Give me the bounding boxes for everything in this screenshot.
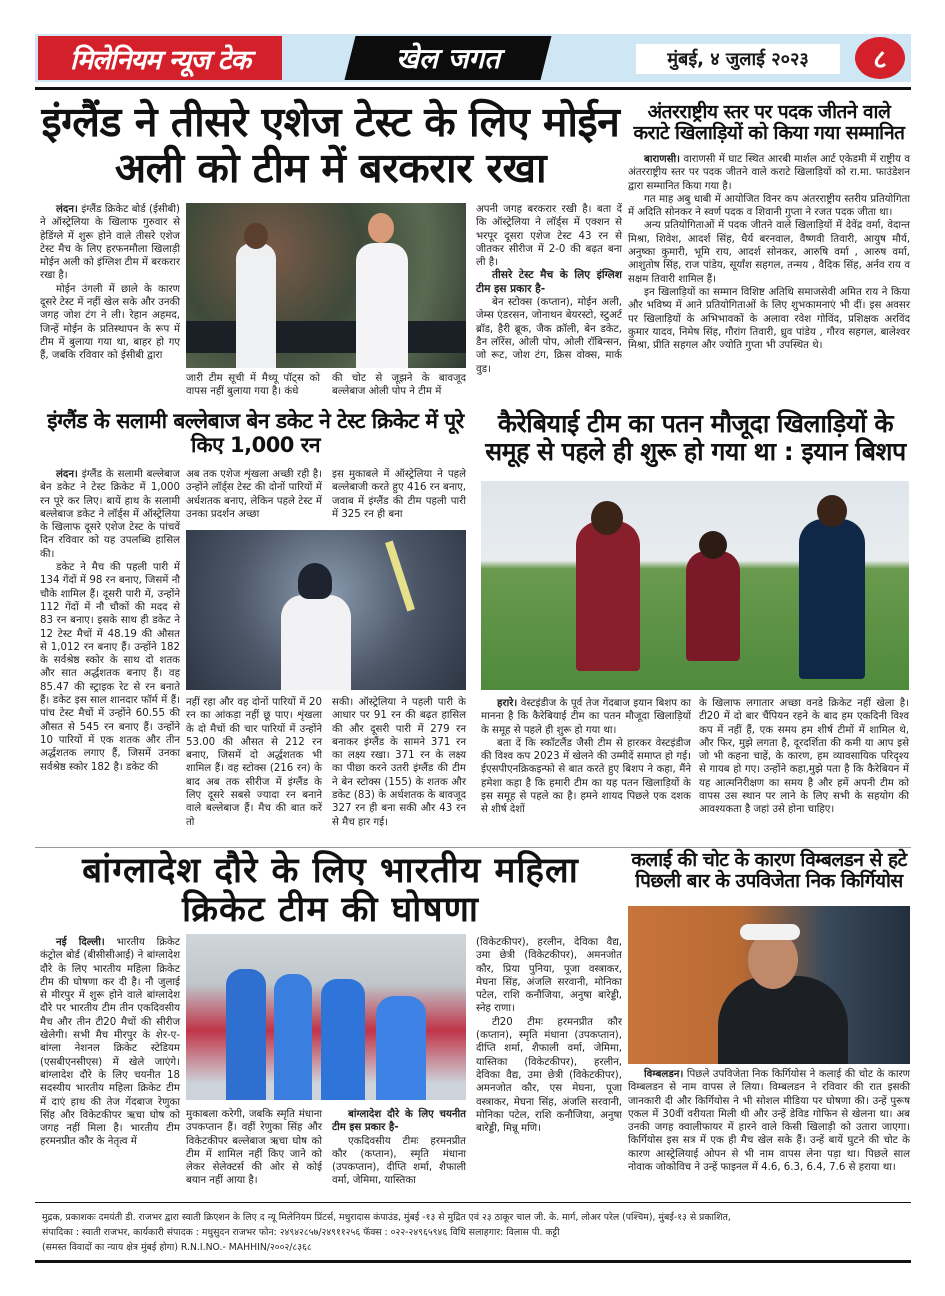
paragraph: मोईन उंगली में छाले के कारण दूसरे टेस्ट में नहीं खेल सके और उनकी जगह जोश टंग ने ली। रेहान अहमद, जिन्हें मोईन के प्रतिस्थापन के रूप में टीम में बुलाया गया था, बाहर हो गए हैं, जबकि रविवार को ईसीबी द्वारा [40, 283, 180, 362]
headline-moeen-ali: इंग्लैंड ने तीसरे एशेज टेस्ट के लिए मोईन अली को टीम में बरकरार रखा [41, 98, 620, 192]
paragraph: इंग्लैंड क्रिकेट बोर्ड (ईसीबी) ने ऑस्ट्रेलिया के खिलाफ गुरुवार से हेडिंग्ले में शुरू होने वाले तीसरे एशेज टेस्ट मैच के लिए हरफनमौला खिलाड़ी मोईन अली को इंग्लिश टीम में बरकरार रखा है। [40, 204, 180, 282]
headline-duckett: इंग्लैंड के सलामी बल्लेबाज बेन डकेट ने टेस्ट क्रिकेट में पूरे किए 1,000 रन [47, 409, 464, 457]
paragraph: डकेट ने मैच की पहली पारी में 134 गेंदों में 98 रन बनाए, जिसमें नौ चौके शामिल हैं। दूसरी पारी में, उन्होंने 112 गेंदों में नौ चौकों की मदद से 83 रन बनाए। इसके साथ ही डकेट ने 12 टेस्ट मैचों में 48.19 की औसत से 1,012 रन बनाए हैं। उन्होंने 182 के सर्वश्रेष्ठ स्कोर के साथ दो शतक और सात अर्द्धशतक बनाए हैं। वह 85.47 की स्ट्राइक रेट से रन बनाते हैं। डकेट इस साल शानदार फॉर्म में हैं। पांच टेस्ट मैचों में उन्होंने 60.55 की औसत से 545 रन बनाए हैं। उन्होंने 10 पारियों में एक शतक और तीन अर्द्धशतक लगाए हैं, जिसमें उनका सर्वश्रेष्ठ स्कोर 182 है। डकेट की [40, 562, 180, 773]
player-figure [356, 243, 408, 368]
article-karate [628, 153, 910, 352]
paragraph: वाराणसी में घाट स्थित आरबी मार्शल आर्ट एकेडमी में राष्ट्रीय व अंतरराष्ट्रीय स्तर पर पदक जीतने वाले कराटे खिलाड़ियों को रा.मा. फाउंडेशन द्वारा सम्मानित किया गया है। [628, 154, 910, 192]
helmet [298, 563, 332, 599]
newspaper-brand: मिलेनियम न्यूज टेक [38, 36, 282, 80]
section-label: खेल जगत [395, 42, 501, 75]
cap [740, 924, 800, 940]
dateline: नई दिल्ली। [56, 937, 105, 948]
dateline: विम्बलडन। [644, 1069, 684, 1080]
player-figure [281, 595, 351, 690]
article-bishop-col2: के खिलाफ लगातार अच्छा वनडे क्रिकेट नहीं खेला है। टी20 में दो बार चैंपियन रहने के बाद हम एकदिनी विश्व कप में नहीं हैं, एक समय हम शीर्ष टीमों में शामिल थे, और फिर, मुझे लगता है, दूरदर्शिता की कमी या आप इसे जो भी कहना चाहें, के कारण, हम व्यावसायिक परिदृश्य से गायब हो गए। उन्होंने कहा,मुझे पता है कि कैरेबियन में यह आत्मनिरीक्षण का समय है और हमें अपनी टीम को वापस उस स्थान पर लाने के लिए सभी के सहयोग की आवश्यकता है जहां उसे होना चाहिए। [699, 698, 909, 816]
imprint-line: (समस्त विवादों का न्याय क्षेत्र मुंबई होगा) R.N.I.NO.- MAHHIN/२००२/८३६८ [42, 1242, 312, 1253]
photo-kyrgios [628, 906, 910, 1064]
player-head [591, 501, 623, 535]
paragraph: बेन स्टोक्स (कप्तान), मोईन अली, जेम्स एंडरसन, जोनाथन बेयरस्टो, स्टुअर्ट ब्रॉड, हैरी ब्रूक, जैक क्रॉली, बेन डकेट, डैन लॉरेंस, ओली पोप, ओली रॉबिन्सन, जो रूट, जोश टंग, क्रिस वोक्स, मार्क वुड। [476, 297, 622, 375]
article-moeen-col1 [40, 203, 180, 363]
subheading: तीसरे टेस्ट मैच के लिए इंग्लिश टीम इस प्रकार है- [476, 269, 622, 295]
person-head [817, 495, 847, 527]
player-head [699, 531, 727, 559]
headline-kyrgios: कलाई की चोट के कारण विम्बलडन से हटे पिछली बार के उपविजेता निक किर्गियोस [631, 849, 907, 893]
photo-india-women-team [186, 934, 466, 1100]
dateline: लंदन। [56, 204, 78, 215]
photo-moeen-stokes [186, 203, 466, 368]
dateline: लंदन। [56, 469, 78, 480]
article-kyrgios [628, 1068, 910, 1174]
player-figure [226, 969, 266, 1100]
article-moeen-col2: जारी टीम सूची में मैथ्यू पॉट्स को वापस नहीं बुलाया गया है। कंधे [186, 373, 320, 398]
article-bishop-col1 [481, 697, 691, 817]
article-duckett-col3-top: इस मुकाबले में ऑस्ट्रेलिया ने पहले बल्लेबाजी करते हुए 416 रन बनाए, जवाब में इंग्लैंड की टीम पहली पारी में 325 रन ही बना [332, 469, 466, 520]
player-figure [274, 974, 312, 1100]
photo-duckett [186, 530, 466, 690]
headline-bishop: कैरेबियाई टीम का पतन मौजूदा खिलाड़ियों के समूह से पहले ही शुरू हो गया था : इयान बिशप [485, 409, 906, 466]
paragraph: भारतीय क्रिकेट कंट्रोल बोर्ड (बीसीसीआई) ने बांग्लादेश दौरे के लिए भारतीय महिला क्रिकेट टीम की घोषणा कर दी है। नौ जुलाई से मीरपुर में शुरू होने वाले बांग्लादेश दौरे पर भारतीय टीम तीन एकदिवसीय मैच और तीन टी20 मैचों की सीरीज खेलेगी। सभी मैच मीरपुर के शेर-ए-बांग्ला नेशनल क्रिकेट स्टेडियम (एसबीएनसीएस) में खेले जाएंगे। बांग्लादेश दौरे के लिए चयनीत 18 सदस्यीय भारतीय महिला क्रिकेट टीम में दाएं हाथ की तेज गेंदबाज रेणुका सिंह और विकेटकीपर ऋचा घोष को जगह नहीं मिला है। भारतीय टीम हरमनप्रीत कौर के नेतृत्व में [40, 937, 180, 1148]
player-head [244, 223, 268, 249]
article-women-col2: मुकाबला करेगी, जबकि स्मृति मंधाना उपकप्तान हैं। वहीं रेणुका सिंह और विकेटकीपर बल्लेबाज ऋचा घोष को टीम में शामिल नहीं किए जाने को लेकर सेलेक्टर्स की ओर से कोई बयान नहीं आया है। [186, 1109, 322, 1187]
person-figure [799, 519, 865, 679]
footer-bottom-rule [35, 1260, 911, 1263]
footer-top-rule [35, 1202, 911, 1203]
paragraph: एकदिवसीय टीमः हरमनप्रीत कौर (कप्तान), स्मृति मंधाना (उपकप्तान), दीप्ति शर्मा, शैफाली वर्मा, जेमिमा, यास्तिका [332, 1135, 466, 1187]
paragraph: गत माह अबु धाबी में आयोजित विनर कप अंतरराष्ट्रीय स्तरीय प्रतियोगिता में अदिति सोनकर ने स्वर्ण पदक व शिवानी गुप्ता ने रजत पदक जीता था। [628, 193, 910, 219]
article-duckett-col2-bottom: नहीं रहा और वह दोनों पारियों में 20 रन का आंकड़ा नहीं छू पाए। शृंखला के दो मैचों की चार पारियों में उन्होंने 53.00 की औसत से 212 रन बनाए, जिसमें दो अर्द्धशतक भी शामिल हैं। वह स्टोक्स (216 रन) के बाद अब तक सीरीज में इंग्लैंड के लिए दूसरे सबसे ज्यादा रन बनाने वाले बल्लेबाज हैं। मैच की बात करें तो [186, 697, 322, 828]
player-figure [236, 243, 276, 368]
player-figure [686, 551, 740, 661]
dateline: बाराणसी। [644, 154, 681, 165]
article-moeen-col3: की चोट से जूझने के बावजूद बल्लेबाज ओली पोप ने टीम में [332, 373, 466, 398]
paragraph: बता दें कि स्कॉटलैंड जैसी टीम से हारकर वेस्टइंडीज की विश्व कप 2023 में खेलने की उम्मीदें समाप्त हो गई। ईएसपीएनक्रिकइन्फो से बात करते हुए बिशप ने कहा, मैंने हमेशा कहा है कि हमारी टीम का यह पतन खिलाड़ियों के इस समूह से पहले का है। हमने शायद पिछले एक दशक से शीर्ष देशों [481, 737, 691, 816]
imprint [42, 1210, 912, 1255]
article-women-col3 [332, 1108, 466, 1188]
paragraph: टी20 टीमः हरमनप्रीत कौर (कप्तान), स्मृति मंधाना (उपकप्तान), दीप्ति शर्मा, शैफाली वर्मा, जेमिमा, यास्तिका (विकेटकीपर), हरलीन, देविका वैद्य, उमा छेत्री (विकेटकीपर), अमनजोत कौर, एस मेघना, पूजा वस्त्राकर, मेघना सिंह, अंजलि सरवानी, मोनिका पटेल, राशि कनौजिया, अनुषा बारेड्डी, मिन्नू मणि। [476, 1016, 622, 1135]
photo-banner [186, 321, 466, 353]
imprint-line: मुद्रक, प्रकाशकः दमयंती डी. राजभर द्वारा स्वाती क्रिएशन के लिए द न्यू मिलेनियम प्रिंटर्स, मधुरादास कंपाउंड, मुंबई -१३ से मुद्रित एवं २३ ठाकूर चाल जी. के. मार्ग, लोअर परेल (पश्चिम), मुंबई-१३ से प्रकाशित, [42, 1212, 731, 1223]
article-moeen-col4 [476, 203, 622, 376]
article-women-col4 [476, 936, 622, 1135]
article-women-col1 [40, 936, 180, 1149]
dateline: हरारे। [497, 698, 518, 709]
imprint-line: संपादिका : स्वाती राजभर, कार्यकारी संपादक : मधुसुदन राजभर फोन: २४९४२८५७/२४९११२५६ फॅक्स : ०२२-२४९६५९४६ विधि सलाहगार: विलास पी. कट्टी [42, 1227, 560, 1238]
paragraph: वेस्टइंडीज के पूर्व तेज गेंदबाज इयान बिशप का मानना है कि कैरेबियाई टीम का पतन मौजूदा खिलाड़ियों के समूह से पहले ही शुरू हो गया था। [481, 698, 691, 736]
paragraph: अन्य प्रतियोगिताओं में पदक जीतने वाले खिलाड़ियों में देवेंद्र वर्मा, वेदान्त मिश्रा, शिवेश, आदर्श सिंह, धैर्य बरनवाल, वैष्णवी तिवारी, आयुष मौर्य, अनुष्का कुमारी, भूमि राय, आदर्श सोनकर, आरुषि वर्मा , आरुष वर्मा, आशुतोष सिंह, राज पांडेय, सूर्यांश सहगल, तन्मय , वैदिक सिंह, अर्नव राय व सक्षम तिवारी शामिल हैं। [628, 220, 910, 285]
edition-date: मुंबई, ४ जुलाई २०२३ [636, 44, 840, 74]
player-head [368, 213, 394, 243]
headline-karate: अंतरराष्ट्रीय स्तर पर पदक जीतने वाले कराटे खिलाड़ियों को किया गया सम्मानित [633, 101, 905, 145]
section-title [345, 36, 552, 80]
paragraph: इंग्लैंड के सलामी बल्लेबाज बेन डकेट ने टेस्ट क्रिकेट में 1,000 रन पूरे कर लिए। बायें हाथ के सलामी बल्लेबाज डकेट ने लॉर्ड्स में ऑस्ट्रेलिया के खिलाफ दूसरे एशेज टेस्ट के पांचवें दिन रविवार को यह उपलब्धि हासिल की। [40, 469, 180, 560]
article-duckett-col3-bottom: सकी। ऑस्ट्रेलिया ने पहली पारी के आधार पर 91 रन की बढ़त हासिल की और दूसरी पारी में 279 रन बनाकर इंग्लैंड के सामने 371 रन का लक्ष्य रखा। 371 रन के लक्ष्य का पीछा करने उतरी इंग्लैंड की टीम ने बेन स्टोक्स (155) के शतक और डकेट (83) के अर्धशतक के बावजूद 327 रन ही बना सकी और 43 रन से मैच हार गई। [332, 697, 466, 828]
article-duckett-col1 [40, 468, 180, 774]
subheading: बांग्लादेश दौरे के लिए चयनीत टीम इस प्रकार है- [332, 1109, 466, 1134]
paragraph: (विकेटकीपर), हरलीन, देविका वैद्य, उमा छेत्री (विकेटकीपर), अमनजोत कौर, प्रिया पुनिया, पूजा वस्त्राकर, मेघना सिंह, अंजलि सरवानी, मोनिका पटेल, राशि कनौजिया, अनुषा बारेड्डी, स्नेह राणा। [476, 937, 622, 1015]
player-figure [576, 521, 640, 671]
photo-west-indies-players [481, 481, 909, 690]
paragraph: अपनी जगह बरकरार रखी है। बता दें कि ऑस्ट्रेलिया ने लॉर्ड्स में एक्शन से भरपूर दूसरा एशेज टेस्ट 43 रन से जीतकर सीरीज में 2-0 की बढ़त बना ली है। [476, 204, 622, 269]
player-figure [718, 976, 848, 1064]
paragraph: इन खिलाड़ियों का सम्मान विशिष्ट अतिथि समाजसेवी अमित राय ने किया और भविष्य में आने प्रतियोगिताओं के लिए शुभकामनाएं भी दीं। इस अवसर पर खिलाड़ियों के अभिभावकों के अलावा रवेश गोविंद, प्रशिक्षक अरविंद कुमार यादव, निमेष सिंह, गौरांग तिवारी, ध्रुव पांडेय , गौरव सहगल, बालेश्वर मिश्रा, प्रीति सहगल और ज्योति गुप्ता भी उपस्थित थे। [628, 286, 910, 352]
page-number-badge: ८ [855, 37, 905, 79]
article-duckett-col2-top: अब तक एशेज शृंखला अच्छी रही है। उन्होंने लॉर्ड्स टेस्ट की दोनों पारियों में अर्धशतक बनाए, लेकिन पहले टेस्ट में उनका प्रदर्शन अच्छा [186, 469, 322, 520]
header-divider [35, 87, 911, 90]
headline-women-team: बांग्लादेश दौरे के लिए भारतीय महिला क्रिकेट टीम की घोषणा [82, 851, 579, 931]
player-figure [376, 996, 426, 1100]
player-figure [321, 979, 365, 1100]
cricket-bat [385, 541, 415, 612]
paragraph: पिछले उपविजेता निक किर्गियोस ने कलाई की चोट के कारण विम्बलडन से नाम वापस ले लिया। विम्बलडन ने रविवार की रात इसकी जानकारी दी और किर्गियोस ने भी सोशल मीडिया पर घोषणा की। उन्हें पुरूष एकल में 30वीं वरीयता मिली थी और उन्हें डेविड गोफिन से खेलना था। अब उनकी जगह क्वालीफायर में हारने वाले किसी खिलाड़ी को उतारा जाएगा। किर्गियोस इस सत्र में एक ही मैच खेल सके हैं। उन्हें बायें घुटने की चोट के कारण आस्ट्रेलियाई ओपन से भी नाम वापस लेना पड़ा था। पिछले साल नोवाक जोकोविच ने उन्हें फाइनल में 4.6, 6.3, 6.4, 7.6 से हराया था। [628, 1069, 910, 1174]
section-divider [35, 847, 911, 848]
